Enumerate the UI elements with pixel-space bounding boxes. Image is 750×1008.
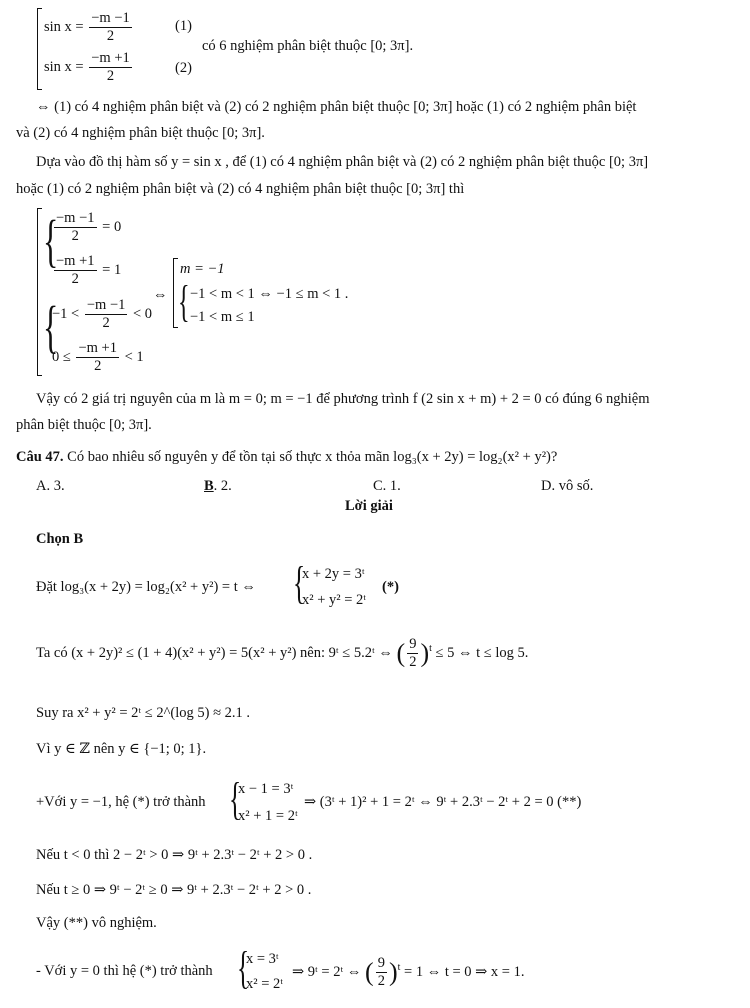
eq1-tag: (1) (175, 18, 192, 34)
paragraph-1: ⇔ (1) có 4 nghiệm phân biệt và (2) có 2 nghiệm phân biệt thuộc [0; 3π] hoặc (1) có 2 nghiệm phân biệt (36, 99, 637, 115)
step4: Vì y ∈ ℤ nên y ∈ {−1; 0; 1}. (36, 741, 207, 757)
cond-d: 0 ≤ $\frac{-m +1}{2}$ < 1 (52, 340, 144, 375)
option-b (204, 477, 232, 495)
option-c: C. 1. (373, 478, 401, 494)
step8: Vậy (**) vô nghiệm. (36, 915, 157, 931)
system-bracket-1 (37, 8, 42, 90)
option-d: D. vô số. (541, 478, 594, 494)
step1-bot: x² + y² = 2ᵗ (302, 592, 367, 608)
step9-left: - Với y = 0 thì hệ (*) trở thành (36, 963, 213, 979)
option-a: A. 3. (36, 478, 65, 494)
question-label: Câu 47. (16, 449, 64, 465)
step5-left: +Với y = −1, hệ (*) trở thành (36, 794, 206, 810)
step1-brace: { (293, 557, 306, 608)
step5-bot: x² + 1 = 2ᵗ (238, 808, 298, 824)
paragraph-3b: phân biệt thuộc [0; 3π]. (16, 417, 152, 433)
eq2-line (44, 50, 134, 86)
paragraph-2b: hoặc (1) có 2 nghiệm phân biệt và (2) có 4 nghiệm phân biệt thuộc [0; 3π] thì (16, 181, 465, 197)
block1-right-text: có 6 nghiệm phân biệt thuộc [0; 3π]. (202, 38, 414, 54)
step5-top: x − 1 = 3ᵗ (238, 781, 294, 797)
paragraph-1b: và (2) có 4 nghiệm phân biệt thuộc [0; 3π]. (16, 125, 265, 141)
system-bracket-2 (37, 208, 42, 376)
result-3: −1 < m ≤ 1 (190, 309, 255, 325)
question-47 (16, 448, 557, 466)
result-2: −1 < m < 1 ⇔ −1 ≤ m < 1 . (190, 286, 349, 302)
paragraph-2: Dựa vào đồ thị hàm số y = sin x , để (1) có 4 nghiệm phân biệt và (2) có 2 nghiệm phân biệt thuộc [0; 3π] (36, 154, 649, 170)
step9-fraction: $\frac{9}{2}$ (377, 955, 385, 990)
step2: Ta có (x + 2y)² ≤ (1 + 4)(x² + y²) = 5(x² + y²) nên: 9ᵗ ≤ 5.2ᵗ ⇔ ( $\frac{9}{2}$ )$^t$ ≤ 5 ⇔ t ≤ log 5. (36, 636, 529, 671)
eq2-left: sin x = (44, 59, 84, 76)
paragraph-3: Vậy có 2 giá trị nguyên của m là m = 0; m = −1 để phương trình f (2 sin x + m) + 2 = 0 có đúng 6 nghiệm (36, 391, 650, 407)
result-1: m = −1 (180, 261, 225, 277)
question-text: Có bao nhiêu số nguyên y để tồn tại số thực x thỏa mãn log₃(x + 2y) = log₂(x² + y²)? (67, 449, 558, 465)
step1-tag: (*) (382, 579, 399, 595)
step2-fraction: $\frac{9}{2}$ (409, 636, 417, 671)
block2-iff: ⇔ (153, 287, 168, 303)
chosen-answer: Chọn B (36, 531, 84, 547)
option-b-rest: . 2. (213, 478, 232, 494)
cond-b: $\frac{-m +1}{2}$ = 1 (56, 253, 122, 288)
step7: Nếu t ≥ 0 ⇒ 9ᵗ − 2ᵗ ≥ 0 ⇒ 9ᵗ + 2.3ᵗ − 2ᵗ + 2 > 0 . (36, 882, 312, 898)
step5-brace: { (229, 773, 242, 824)
option-b-letter: B (204, 478, 214, 494)
cond-c: −1 < $\frac{-m -1}{2}$ < 0 (52, 297, 153, 332)
cond-a: $\frac{-m -1}{2}$ = 0 (56, 210, 122, 245)
brace-upper: { (43, 208, 59, 273)
step9-top: x = 3ᵗ (246, 951, 279, 967)
eq1-fraction: $\frac{-m -1}{2}$ (91, 10, 130, 45)
eq2-fraction: $\frac{-m +1}{2}$ (91, 50, 130, 85)
brace-lower: { (43, 294, 59, 359)
eq1-left: sin x = (44, 19, 84, 36)
step9-right: ⇒ 9ᵗ = 2ᵗ ⇔ ( $\frac{9}{2}$ )$^t$ = 1 ⇔ t = 0 ⇒ x = 1. (292, 955, 525, 990)
step5-right: ⇒ (3ᵗ + 1)² + 1 = 2ᵗ ⇔ 9ᵗ + 2.3ᵗ − 2ᵗ + 2 = 0 (**) (304, 794, 582, 810)
step9-bot: x² = 2ᵗ (246, 976, 284, 992)
result-brace: { (178, 277, 190, 326)
solution-heading: Lời giải (345, 498, 393, 514)
step1-left: Đặt log₃(x + 2y) = log₂(x² + y²) = t ⇔ (36, 579, 256, 595)
eq2-tag: (2) (175, 60, 192, 76)
eq1-line (44, 10, 134, 46)
step1-top: x + 2y = 3ᵗ (302, 566, 365, 582)
step9-brace: { (237, 942, 250, 993)
step6: Nếu t < 0 thì 2 − 2ᵗ > 0 ⇒ 9ᵗ + 2.3ᵗ − 2ᵗ + 2 > 0 . (36, 847, 313, 863)
step3: Suy ra x² + y² = 2ᵗ ≤ 2^(log 5) ≈ 2.1 . (36, 705, 251, 721)
